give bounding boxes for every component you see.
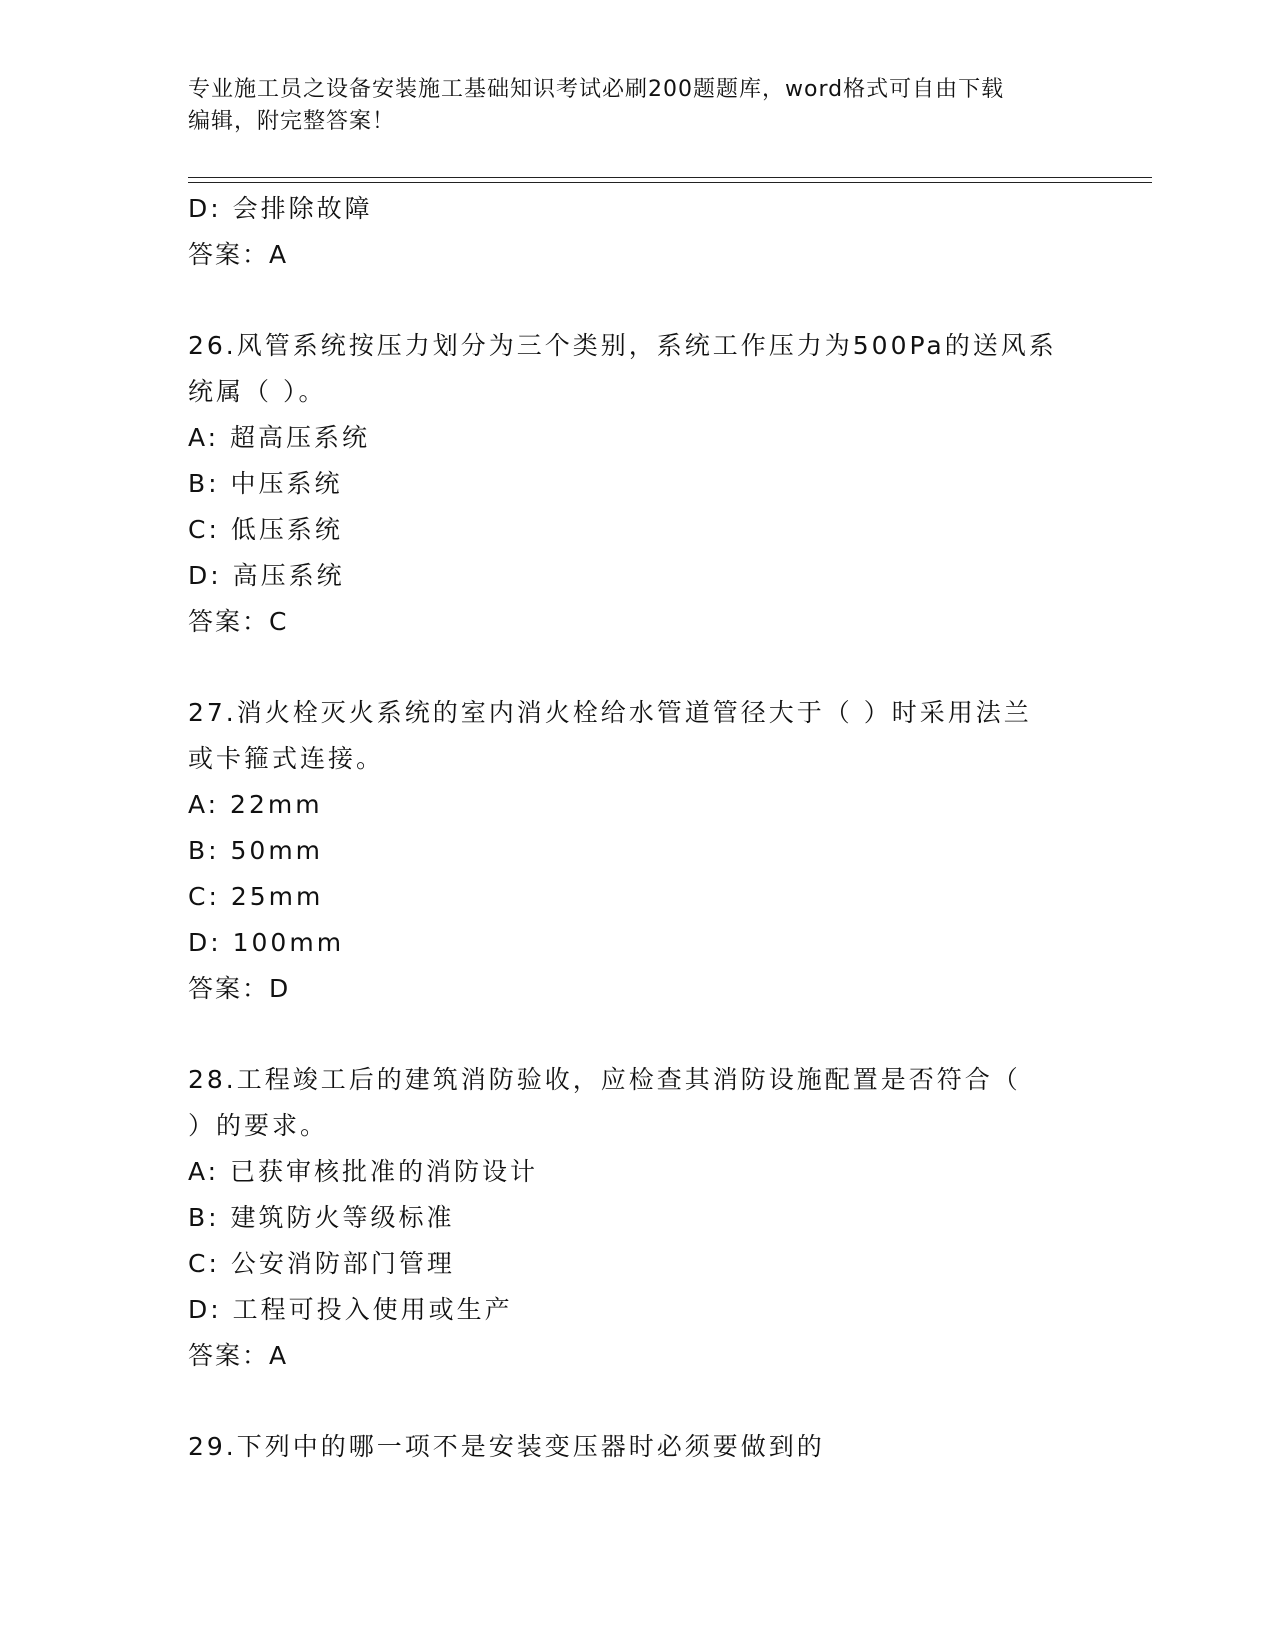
header-title-line-1: 专业施工员之设备安装施工基础知识考试必刷200题题库，word格式可自由下载 (188, 77, 1005, 102)
spacer (188, 1012, 1088, 1057)
option-a: A: 22mm (188, 790, 323, 819)
spacer (188, 1379, 1088, 1424)
option-c: C: 25mm (188, 882, 324, 911)
option-b: B: 建筑防火等级标准 (188, 1203, 455, 1232)
option-d: D: 100mm (188, 928, 345, 957)
question-27 (188, 690, 1088, 1012)
answer-line: 答案：D (188, 974, 291, 1003)
question-list (188, 186, 1088, 1470)
question-stem-line-1: 27.消火栓灭火系统的室内消火栓给水管道管径大于（ ）时采用法兰 (188, 698, 1032, 727)
answer-line: 答案：A (188, 1341, 289, 1370)
question-stem-line-1: 28.工程竣工后的建筑消防验收，应检查其消防设施配置是否符合（ (188, 1065, 1021, 1094)
option-d: D: 会排除故障 (188, 194, 373, 223)
option-b: B: 50mm (188, 836, 324, 865)
question-stem-line-2: 或卡箍式连接。 (188, 744, 385, 773)
question-stem-line-2: 统属（ ）。 (188, 377, 327, 406)
option-d: D: 高压系统 (188, 561, 345, 590)
question-stem-line-1: 29.下列中的哪一项不是安装变压器时必须要做到的 (188, 1432, 825, 1461)
header-divider-top (188, 177, 1152, 178)
header-title-line-2: 编辑，附完整答案！ (188, 109, 396, 134)
question-stem-line-2: ）的要求。 (188, 1111, 329, 1140)
question-25-fragment (188, 186, 1088, 278)
question-stem-line-1: 26.风管系统按压力划分为三个类别，系统工作压力为500Pa的送风系 (188, 331, 1057, 360)
question-29 (188, 1424, 1088, 1470)
spacer (188, 645, 1088, 690)
option-b: B: 中压系统 (188, 469, 343, 498)
question-26 (188, 323, 1088, 645)
answer-line: 答案：A (188, 240, 289, 269)
question-28 (188, 1057, 1088, 1379)
answer-line: 答案：C (188, 607, 289, 636)
option-c: C: 低压系统 (188, 515, 343, 544)
option-d: D: 工程可投入使用或生产 (188, 1295, 513, 1324)
header-divider-bottom (188, 182, 1152, 183)
spacer (188, 278, 1088, 323)
option-a: A: 已获审核批准的消防设计 (188, 1157, 539, 1186)
option-c: C: 公安消防部门管理 (188, 1249, 455, 1278)
document-header (188, 74, 1068, 138)
option-a: A: 超高压系统 (188, 423, 371, 452)
